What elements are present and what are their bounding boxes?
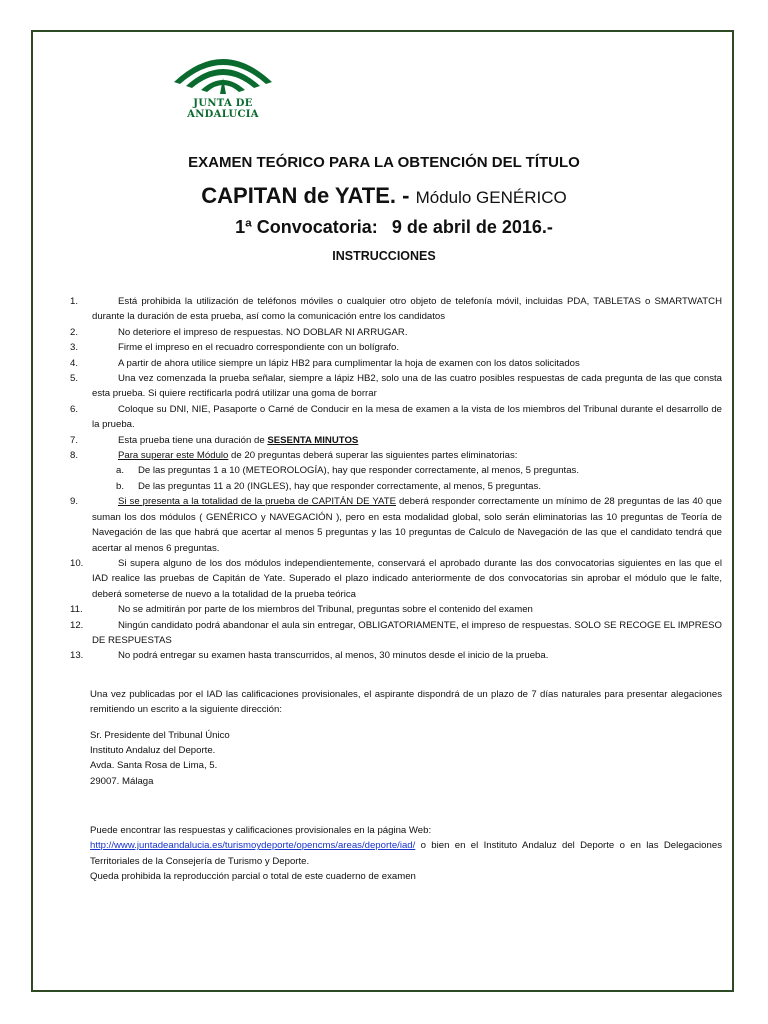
subitem-letter: a. xyxy=(116,465,125,477)
footer-url-line xyxy=(90,838,722,869)
instruction-text xyxy=(92,494,722,556)
instruction-text-part: Esta prueba tiene una duración de xyxy=(118,434,268,446)
instruction-text: No deteriore el impreso de respuestas. NO DOBLAR NI ARRUGAR. xyxy=(118,326,408,338)
instruction-emphasis: SESENTA MINUTOS xyxy=(267,434,359,446)
logo-text: JUNTA DE ANDALUCIA xyxy=(187,98,259,120)
address-line: 29007. Málaga xyxy=(90,775,154,787)
instruction-number: 3. xyxy=(70,342,79,354)
instruction-item xyxy=(70,340,722,355)
subitem-text: De las preguntas 1 a 10 (METEOROLOGÍA), hay que responder correctamente, al menos, 5 preguntas. xyxy=(138,465,579,477)
instruction-number: 11. xyxy=(70,604,83,616)
address-line: Avda. Santa Rosa de Lima, 5. xyxy=(90,760,218,772)
instruction-item xyxy=(70,294,722,325)
instruction-text xyxy=(92,433,722,448)
instruction-item xyxy=(70,494,722,556)
instruction-item xyxy=(70,448,722,494)
instruction-subitem xyxy=(116,479,722,494)
instruction-number: 7. xyxy=(70,434,79,446)
instruction-item xyxy=(70,556,722,602)
instruction-number: 12. xyxy=(70,619,84,631)
instruction-text-part: de 20 preguntas deberá superar las siguientes partes eliminatorias: xyxy=(228,450,518,462)
instruction-underlined: Si se presenta a la totalidad de la prueba de CAPITÁN DE YATE xyxy=(118,496,396,508)
instruction-number: 10. xyxy=(70,557,84,569)
instructions-list xyxy=(70,294,722,664)
instruction-item xyxy=(70,402,722,433)
instruction-number: 8. xyxy=(70,450,79,462)
results-link[interactable]: http://www.juntadeandalucia.es/turismoydeporte/opencms/areas/deporte/iad/ xyxy=(90,840,416,852)
instruction-text: A partir de ahora utilice siempre un lápiz HB2 para cumplimentar la hoja de examen con los datos solicitados xyxy=(118,357,580,369)
logo-arches-icon xyxy=(168,42,278,98)
instruction-subitem xyxy=(116,463,722,478)
instruction-item xyxy=(70,325,722,340)
instruction-number: 2. xyxy=(70,326,79,338)
instruction-text-part: deberá responder correctamente un mínimo de 28 preguntas de las 40 que suman los dos módulos ( GENÉRICO y NAVEGACIÓN ), pero en esta modalidad global, solo serán eliminatorias las 10 preguntas de Teoría de Navegación de las que habrá que acertar al menos 5 preguntas y las 10 preguntas de Calculo de Navegación de las que el candidato tendrá que acertar al menos 6 preguntas. xyxy=(92,496,722,554)
convocation-label: 1ª Convocatoria: xyxy=(235,217,378,237)
postal-address xyxy=(90,728,230,789)
instruction-text: Firme el impreso en el recuadro correspondiente con un bolígrafo. xyxy=(118,342,400,354)
instructions-heading: INSTRUCCIONES xyxy=(332,249,436,263)
instruction-text: Si supera alguno de los dos módulos independientemente, conservará el aprobado durante las dos convocatorias siguientes en las que el IAD realice las pruebas de Capitán de Yate. Superado el plazo indicado anteriormente de dos convocatorias sin aprobar el módulo que le falte, deberá someterse de nuevo a la totalidad de la prueba teórica xyxy=(92,557,722,600)
instruction-text: Coloque su DNI, NIE, Pasaporte o Carné de Conducir en la mesa de examen a la vista de los miembros del Tribunal durante el desarrollo de la prueba. xyxy=(92,403,722,431)
instruction-item xyxy=(70,602,722,617)
junta-de-andalucia-logo xyxy=(168,42,278,120)
subitem-text: De las preguntas 11 a 20 (INGLES), hay que responder correctamente, al menos, 5 preguntas. xyxy=(138,480,541,492)
footer-intro: Puede encontrar las respuestas y calificaciones provisionales en la página Web: xyxy=(90,825,432,836)
instruction-text: No podrá entregar su examen hasta transcurridos, al menos, 30 minutos desde el inicio de la prueba. xyxy=(118,650,549,662)
instruction-item xyxy=(70,433,722,448)
instruction-text xyxy=(92,448,722,463)
instruction-number: 4. xyxy=(70,357,79,369)
address-line: Sr. Presidente del Tribunal Único xyxy=(90,730,230,741)
convocation-date: 9 de abril de 2016.- xyxy=(391,217,553,237)
instruction-text: Una vez comenzada la prueba señalar, siempre a lápiz HB2, solo una de las cuatro posibles respuestas de cada pregunta de las que consta esta prueba. Si quiere rectificarla podrá utilizar una goma de borrar xyxy=(92,373,722,400)
footer-after-url: o bien en el Instituto Andaluz del Deporte o en las Delegaciones Territoriales de la Consejería de Turismo y Deporte. xyxy=(90,840,722,867)
exam-title: EXAMEN TEÓRICO PARA LA OBTENCIÓN DEL TÍTULO xyxy=(188,154,580,171)
instruction-item xyxy=(70,371,722,402)
subitem-letter: b. xyxy=(116,480,125,492)
convocation-line xyxy=(0,217,768,238)
footer-info xyxy=(90,823,722,885)
module-name: Módulo GENÉRICO xyxy=(415,188,567,207)
address-line: Instituto Andaluz del Deporte. xyxy=(90,745,216,757)
instruction-number: 1. xyxy=(70,296,79,307)
instruction-number: 9. xyxy=(70,496,79,508)
instruction-underlined: Para superar este Módulo xyxy=(118,450,229,462)
instruction-text: Está prohibida la utilización de teléfonos móviles o cualquier otro objeto de telefonía móvil, incluidas PDA, TABLETAS o SMARTWATCH durante la duración de esta prueba, así como la comunicación entre los candidatos xyxy=(92,296,722,323)
exam-subtitle xyxy=(0,183,768,209)
footer-last: Queda prohibida la reproducción parcial o total de este cuaderno de examen xyxy=(90,871,416,883)
instruction-number: 5. xyxy=(70,373,79,385)
instruction-item xyxy=(70,618,722,649)
instruction-text: No se admitirán por parte de los miembros del Tribunal, preguntas sobre el contenido del examen xyxy=(118,604,533,616)
title-main: CAPITAN de YATE. - xyxy=(201,183,416,208)
instruction-number: 6. xyxy=(70,403,79,415)
instruction-item xyxy=(70,648,722,663)
instruction-item xyxy=(70,356,722,371)
claims-notice: Una vez publicadas por el IAD las calificaciones provisionales, el aspirante dispondrá de un plazo de 7 días naturales para presentar alegaciones remitiendo un escrito a la siguiente dirección: xyxy=(90,689,722,716)
instruction-number: 13. xyxy=(70,650,84,662)
instruction-text: Ningún candidato podrá abandonar el aula sin entregar, OBLIGATORIAMENTE, el impreso de respuestas. SOLO SE RECOGE EL IMPRESO DE RESPUESTAS xyxy=(92,619,722,646)
